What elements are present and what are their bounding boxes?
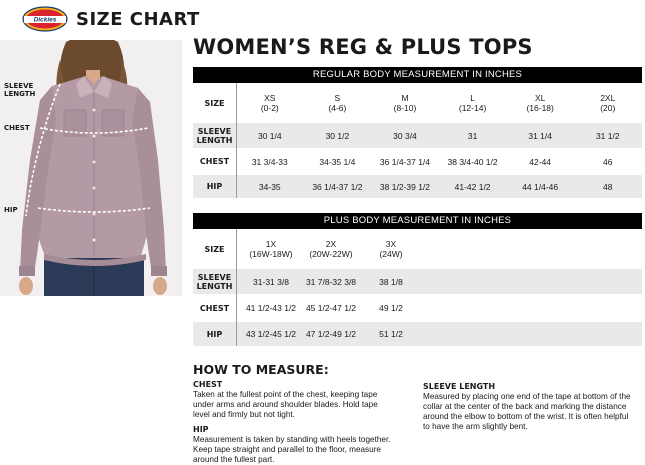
row-label: SIZE [204,98,225,108]
size-cell: 1X (16W-18W) [249,239,293,259]
size-cell: L (12-14) [458,93,487,113]
row-label: SIZE [204,244,225,254]
table-cell: 41-42 1/2 [454,181,491,192]
table-cell: 47 1/2-49 1/2 [305,329,357,339]
table-cell: 31 [467,130,478,141]
model-photo [0,40,182,296]
table-cell: 30 1/2 [325,130,350,141]
row-label: CHEST [199,303,230,313]
table-cell: 34-35 1/4 [319,156,356,167]
table-cell: 31 1/2 [595,130,620,141]
size-cell: 2XL (20) [600,93,616,113]
table-cell: 51 1/2 [379,329,403,339]
table-row [193,175,642,198]
row-label: HIP [206,329,223,339]
row-label: SLEEVE LENGTH [196,126,233,145]
size-row [193,229,642,269]
table-cell: 36 1/4-37 1/4 [379,156,431,167]
size-cell: M (8-10) [393,93,417,113]
table-cell: 38 3/4-40 1/2 [447,156,498,167]
sleeve-length-instructions: Measured by placing one end of the tape at bottom of the collar at the center of the back and marking the distance around the elbow to bottom of the wrist. It is often helpful to have the arm slightly bent. [423,392,631,431]
hip-instructions: Measurement is taken by standing with heels together. Keep tape straight and parallel to the floor, measure around the fullest part. [193,435,391,464]
table-row [193,322,642,346]
table-cell: 41 1/2-43 1/2 [245,303,297,313]
size-row [193,83,642,123]
model-label-hip: HIP [4,206,18,214]
size-cell: XL (16-18) [526,93,554,113]
hip-heading: HIP [193,425,209,434]
table-cell: 31 1/4 [528,130,552,141]
table-cell: 30 3/4 [393,130,417,141]
regular-table-heading: REGULAR BODY MEASUREMENT IN INCHES [193,67,642,83]
sleeve-length-heading: SLEEVE LENGTH [423,382,496,391]
table-cell: 31 3/4-33 [251,156,288,167]
table-cell: 46 [603,156,613,167]
size-cell: XS (0-2) [260,93,279,113]
plus-size-table [193,213,642,346]
table-row [193,269,642,294]
table-cell: 38 1/2-39 1/2 [379,181,431,192]
table-cell: 43 1/2-45 1/2 [245,329,297,339]
table-row [193,294,642,322]
table-cell: 38 1/8 [379,276,403,287]
how-to-measure-title: HOW TO MEASURE: [193,362,329,377]
model-label-chest: CHEST [4,124,30,132]
size-cell: 2X (20W-22W) [309,239,353,259]
size-cell: 3X (24W) [379,239,403,259]
table-row [193,148,642,175]
table-cell: 42-44 [529,156,552,167]
row-label: HIP [206,182,223,191]
chest-instructions: Taken at the fullest point of the chest, keeping tape under arms and around shoulder blades. Hold tape level and firmly but not tight. [193,390,378,419]
dickies-logo [22,6,68,32]
svg-text:Dickies: Dickies [33,16,57,24]
table-cell: 34-35 [258,181,281,192]
table-cell: 30 1/4 [257,130,282,141]
table-cell: 49 1/2 [379,303,403,313]
regular-size-table [193,67,642,198]
row-label: SLEEVE LENGTH [196,272,233,291]
model-label-sleeve: SLEEVE LENGTH [4,82,36,98]
size-cell: S (4-6) [328,93,347,113]
size-chart-title: SIZE CHART [76,9,200,30]
page-title: WOMEN’S REG & PLUS TOPS [193,35,533,59]
table-cell: 36 1/4-37 1/2 [312,181,363,192]
table-row [193,123,642,148]
table-cell: 48 [603,181,613,192]
model-illustration [0,40,182,296]
chest-heading: CHEST [193,380,223,389]
table-cell: 31 7/8-32 3/8 [305,276,357,287]
table-cell: 31-31 3/8 [253,276,289,287]
table-cell: 44 1/4-46 [522,181,559,192]
table-cell: 45 1/2-47 1/2 [305,303,357,313]
row-label: CHEST [199,157,230,166]
plus-table-heading: PLUS BODY MEASUREMENT IN INCHES [193,213,642,229]
